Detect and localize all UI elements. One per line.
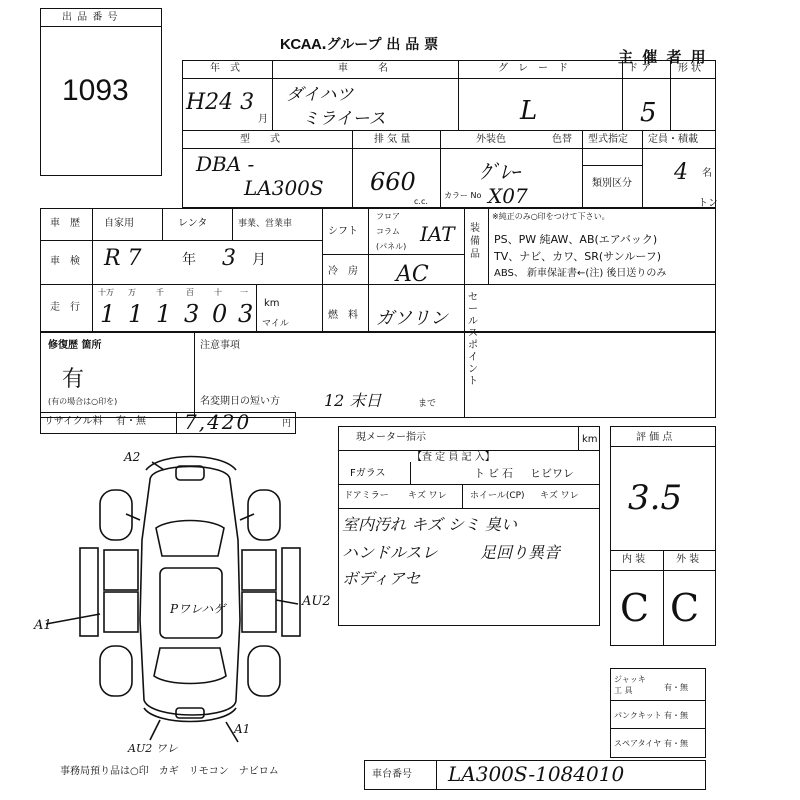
digit-label: 万	[128, 288, 136, 297]
name-change-label: 名変期日の短い方	[200, 396, 280, 407]
mileage-digit: 1	[156, 300, 172, 328]
title-text: .グループ 出 品 票	[321, 37, 439, 53]
business-option: 事業、営業車	[238, 219, 293, 229]
digit-label: 十	[214, 288, 222, 297]
ac-label: 冷 房	[328, 266, 358, 277]
history-label: 車 歴	[50, 218, 80, 229]
spare-tire-option: 有・無	[664, 739, 688, 748]
meter-label: 現メーター指示	[356, 432, 426, 443]
inspection-year-unit: 年	[182, 252, 196, 268]
capacity-value: 4	[674, 160, 688, 185]
equipment-label: 装備品	[470, 223, 480, 260]
ton-unit: トン	[698, 198, 718, 209]
keys-note: 事務局預り品は○印 カギ リモコン ナビロム	[60, 766, 279, 777]
door-value: 5	[640, 98, 657, 128]
mark-right: AU2	[302, 594, 331, 609]
model-label: 型 式	[240, 134, 280, 145]
repair-history-value: 有	[62, 367, 85, 392]
maker-value: ダイハツ	[286, 85, 354, 105]
inspection-note: ハンドルスレ	[342, 543, 438, 562]
model-code-value: LA300S	[244, 176, 324, 200]
mileage-digit: 0	[212, 300, 228, 328]
mile-option: マイル	[262, 319, 289, 329]
equipment-line-1: PS、PW 純AW、AB(エアバック)	[494, 233, 658, 246]
organizer-label: 主 催 者 用	[618, 48, 708, 66]
wheel-options: キズ ワレ	[540, 491, 579, 501]
equipment-note: ※純正のみ○印をつけて下さい。	[492, 212, 610, 221]
fuel-label: 燃 料	[328, 310, 358, 321]
recycle-fee-option: 有・無	[116, 416, 146, 427]
color-label: 外装色	[476, 134, 506, 145]
mileage-digit: 3	[238, 300, 254, 328]
digit-label: 十万	[98, 288, 114, 297]
puncture-kit-label: パンクキット	[614, 711, 662, 720]
recycle-fee-value: 7,420	[184, 410, 252, 434]
designation-label: 型式指定	[588, 134, 628, 145]
color-no-value: X07	[488, 184, 528, 208]
inspection-label: 車 検	[50, 256, 80, 267]
meter-km-unit: km	[582, 434, 598, 445]
exterior-label: 外 装	[676, 554, 700, 565]
digit-label: 千	[156, 288, 164, 297]
color-no-label: カラー No	[444, 191, 482, 200]
mark-front: A2	[124, 450, 141, 464]
chassis-label: 車台番号	[372, 769, 412, 780]
jack-option: 有・無	[664, 683, 688, 692]
cc-unit: c.c.	[414, 197, 428, 206]
mark-roof: Pワレハゲ	[170, 602, 226, 616]
fglass-option-1: ト	[474, 467, 485, 480]
name-change-before: まで	[418, 399, 437, 409]
rental-option: レンタ	[178, 218, 208, 229]
column-option: コラム	[376, 227, 400, 236]
mileage-label: 走 行	[50, 302, 80, 313]
mark-left: A1	[34, 618, 52, 633]
fuel-value: ガソリン	[376, 308, 448, 329]
interior-value: C	[620, 586, 650, 630]
category-label: 類別区分	[592, 178, 632, 189]
equipment-line-3: ABS、 新車保証書←(注) 後日送りのみ	[494, 268, 667, 279]
spare-tire-label: スペアタイヤ	[614, 739, 662, 748]
year-label: 年 式	[210, 63, 240, 74]
chassis-value: LA300S-1084010	[448, 762, 625, 786]
repair-history-note: (有の場合は○印を)	[48, 397, 118, 406]
exterior-value: C	[670, 586, 700, 630]
year-month-unit: 月	[258, 114, 268, 125]
puncture-kit-option: 有・無	[664, 711, 688, 720]
grade-value: L	[520, 96, 538, 126]
private-use-option: 自家用	[104, 218, 134, 229]
inspection-month: 3	[222, 246, 236, 271]
mileage-digit: 3	[184, 300, 200, 328]
interior-label: 内 装	[622, 554, 646, 565]
lot-number: 1093	[62, 74, 129, 107]
door-label: ド ア	[628, 63, 652, 74]
jack-label: ジャッキ 工 具	[614, 675, 646, 695]
mark-rear-right: A1	[234, 722, 251, 736]
mileage-digit: 1	[128, 300, 144, 328]
grade-label: グ レ ー ド	[498, 63, 568, 74]
shift-value: IAT	[420, 222, 455, 246]
fglass-option-4: ヒビワレ	[530, 467, 574, 480]
shift-label: シフト	[328, 226, 358, 237]
inspection-era-year: R 7	[104, 246, 142, 271]
panel-option: (パネル)	[376, 242, 407, 251]
displacement-label: 排 気 量	[374, 134, 411, 145]
persons-unit: 名	[702, 168, 712, 179]
model-name-value: ミライース	[302, 109, 386, 129]
km-option: km	[264, 298, 280, 309]
displacement-value: 660	[370, 168, 416, 196]
color-change-label: 色替	[552, 134, 572, 145]
fglass-label: Fガラス	[350, 468, 386, 479]
wheel-label: ホイール(CP)	[470, 491, 525, 501]
year-value: H24 3	[186, 90, 255, 115]
mirror-options: キズ ワレ	[408, 491, 447, 501]
digit-label: 一	[240, 288, 248, 297]
notice-label: 注意事項	[200, 340, 240, 351]
score-label: 評 価 点	[636, 432, 673, 443]
recycle-fee-label: リサイクル料	[44, 416, 103, 427]
fglass-option-2: ビ	[488, 467, 499, 480]
digit-label: 百	[186, 288, 194, 297]
assessor-label: 【査 定 員 記 入】	[412, 452, 495, 463]
floor-option: フロア	[376, 212, 400, 221]
mirror-label: ドアミラー	[344, 491, 389, 501]
color-value: ｸﾞﾚｰ	[480, 160, 520, 184]
fglass-option-3: 石	[502, 467, 513, 480]
inspection-note: ボディアセ	[342, 569, 421, 588]
ac-value: AC	[396, 262, 429, 287]
inspection-month-unit: 月	[252, 252, 266, 268]
lot-number-label: 出 品 番 号	[62, 12, 119, 23]
score-value: 3.5	[628, 478, 683, 518]
repair-history-label: 修復歴 箇所	[48, 340, 102, 351]
mark-rear-left: AU2 ワレ	[128, 742, 178, 755]
car-name-label: 車 名	[338, 63, 388, 74]
inspection-note: 足回り異音	[480, 543, 561, 562]
name-change-value: 12 末日	[324, 391, 382, 410]
capacity-label: 定員・積載	[648, 134, 698, 145]
equipment-line-2: TV、ナビ、カワ、SR(サンルーフ)	[494, 250, 662, 263]
model-code-prefix: DBA -	[196, 152, 255, 176]
inspection-note: 室内汚れ キズ シミ 臭い	[342, 515, 517, 534]
sales-point-label: セールスポイント	[468, 292, 478, 387]
mileage-digit: 1	[100, 300, 116, 328]
shape-label: 形 状	[678, 63, 702, 74]
recycle-fee-yen: 円	[282, 419, 292, 429]
brand-logo: KCAA	[280, 36, 322, 53]
